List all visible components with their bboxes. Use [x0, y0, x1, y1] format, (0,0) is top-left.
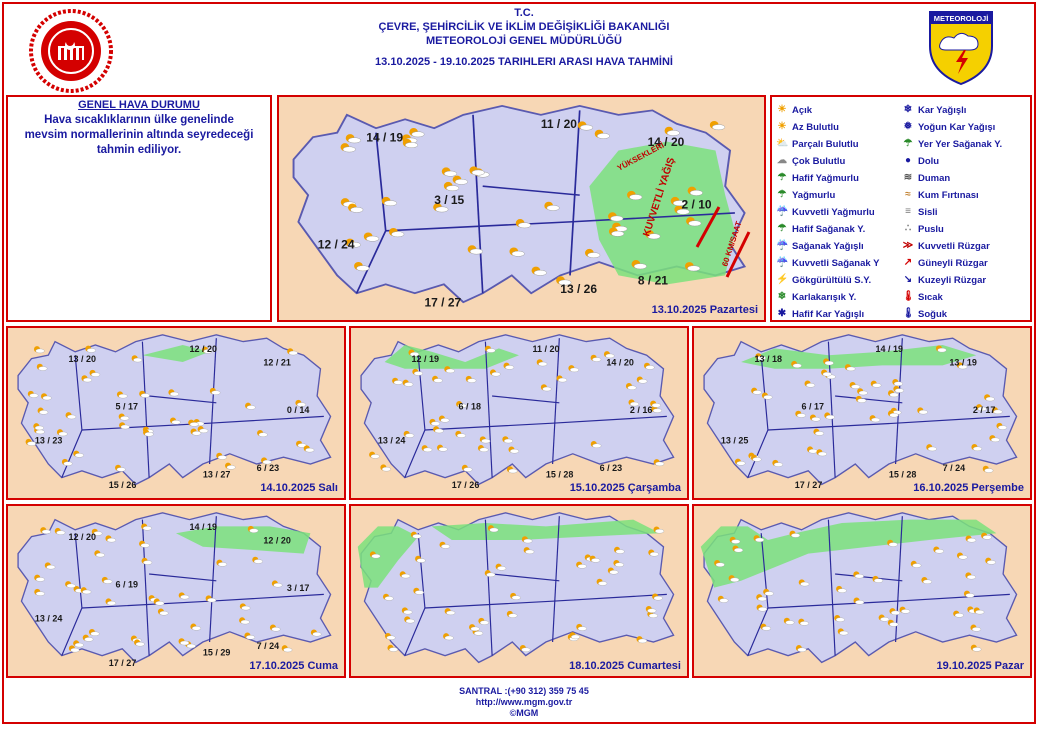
fog-icon: ≡ — [905, 206, 911, 217]
meteorology-logo-icon — [926, 6, 996, 86]
legend-label: Sıcak — [918, 291, 943, 303]
legend-item — [902, 103, 1028, 117]
mostly-sunny-icon: ☀ — [777, 121, 787, 132]
heavy-snow-icon: ❅ — [903, 121, 913, 132]
scattered-showers-icon: ☂ — [903, 138, 913, 149]
temperature-label: 14 / 19 — [875, 343, 903, 354]
map-monday — [277, 95, 766, 322]
legend-label: Yoğun Kar Yağışı — [918, 121, 996, 133]
map-labels — [8, 506, 344, 676]
heavy-rain-icon: ☔ — [776, 206, 789, 217]
temperature-label: 13 / 26 — [560, 282, 598, 297]
temperature-label: 6 / 17 — [801, 401, 825, 412]
general-weather-text: Hava sıcaklıklarının ülke genelinde mevsim normallerinin altında seyredeceği tahmin ediliyor. — [24, 114, 254, 156]
map-annotation: YÜKSEKLERİ — [615, 140, 666, 173]
map-wednesday — [349, 326, 689, 500]
temperature-label: 14 / 20 — [647, 135, 685, 150]
temperature-label: 2 / 16 — [629, 405, 653, 415]
temperature-label: 6 / 18 — [458, 401, 482, 412]
legend-item — [902, 222, 1028, 236]
map-tuesday — [6, 326, 346, 500]
temperature-label: 15 / 28 — [888, 469, 917, 480]
partly-cloudy-icon: ⛅ — [776, 138, 789, 149]
legend-item — [776, 222, 902, 236]
map-date-label: 16.10.2025 Perşembe — [913, 482, 1024, 494]
temperature-label: 15 / 29 — [202, 647, 231, 658]
legend-label: Güneyli Rüzgar — [918, 257, 988, 269]
temperature-label: 17 / 27 — [108, 657, 137, 668]
light-rain-icon: ☂ — [777, 172, 787, 183]
map-labels — [351, 328, 687, 498]
temperature-label: 6 / 19 — [115, 579, 139, 590]
legend-item — [902, 171, 1028, 185]
footer-copyright: ©MGM — [509, 708, 539, 718]
legend-label: Çok Bulutlu — [792, 155, 846, 167]
map-sunday — [692, 504, 1032, 678]
temperature-label: 14 / 19 — [366, 130, 404, 145]
map-labels — [694, 506, 1030, 676]
legend-label: Az Bulutlu — [792, 121, 839, 133]
page-header — [0, 6, 1048, 69]
sun-icon: ☀ — [777, 104, 787, 115]
temperature-label: 12 / 20 — [189, 343, 217, 354]
thunderstorm-icon: ⚡ — [776, 274, 789, 285]
legend-item — [776, 103, 902, 117]
general-weather-title: GENEL HAVA DURUMU — [78, 99, 200, 111]
temperature-label: 13 / 19 — [949, 357, 977, 368]
temperature-label: 15 / 26 — [108, 479, 137, 490]
legend-item — [776, 171, 902, 185]
legend-item — [776, 188, 902, 202]
temperature-label: 17 / 27 — [424, 295, 462, 310]
legend-label: Karlakarışık Y. — [792, 291, 857, 303]
temperature-label: 11 / 20 — [532, 343, 560, 354]
map-labels — [694, 328, 1030, 498]
legend-label: Kar Yağışlı — [918, 104, 967, 116]
legend-item — [902, 154, 1028, 168]
legend-label: Soğuk — [918, 308, 948, 320]
map-date-label: 17.10.2025 Cuma — [249, 660, 338, 672]
temperature-label: 13 / 25 — [720, 435, 749, 446]
header-directorate: METEOROLOJİ GENEL MÜDÜRLÜĞÜ — [426, 35, 622, 47]
hot-thermometer-icon: 🌡 — [902, 291, 915, 302]
footer-phone: SANTRAL :(+90 312) 359 75 45 — [459, 686, 589, 696]
temperature-label: 14 / 20 — [606, 357, 634, 368]
logo-text: METEOROLOJİ — [933, 14, 989, 23]
legend-item — [776, 120, 902, 134]
temperature-label: 12 / 20 — [263, 535, 291, 546]
legend-item — [902, 256, 1028, 270]
temperature-label: 12 / 21 — [263, 357, 291, 368]
legend-label: Dolu — [918, 155, 940, 167]
legend-label: Puslu — [918, 223, 944, 235]
map-saturday — [349, 504, 689, 678]
map-annotation: 60 KM/SAAT — [720, 220, 744, 268]
map-labels — [351, 506, 687, 676]
sandstorm-icon: ≈ — [905, 189, 911, 200]
temperature-label: 7 / 24 — [256, 640, 280, 651]
temperature-label: 11 / 20 — [540, 117, 577, 132]
temperature-label: 13 / 24 — [34, 613, 63, 624]
legend-item — [902, 188, 1028, 202]
legend-panel — [770, 95, 1032, 322]
legend-label: Açık — [792, 104, 813, 116]
hail-icon: ● — [904, 155, 912, 166]
temperature-label: 13 / 27 — [202, 469, 231, 480]
legend-label: Hafif Sağanak Y. — [792, 223, 866, 235]
legend-item — [902, 290, 1028, 304]
legend-label: Yağmurlu — [792, 189, 836, 201]
general-weather-panel — [6, 95, 272, 322]
legend-grid — [776, 103, 1026, 321]
south-wind-arrow-icon — [697, 207, 719, 247]
legend-label: Kuzeyli Rüzgar — [918, 274, 987, 286]
temperature-label: 8 / 21 — [637, 273, 668, 288]
temperature-label: 12 / 20 — [68, 532, 97, 542]
legend-label: Parçalı Bulutlu — [792, 138, 859, 150]
temperature-label: 14 / 19 — [189, 521, 217, 532]
forecast-date-range: 13.10.2025 - 19.10.2025 TARIHLERI ARASI HAVA TAHMİNİ — [375, 56, 673, 68]
legend-item — [776, 290, 902, 304]
legend-item — [776, 154, 902, 168]
legend-item — [776, 205, 902, 219]
light-shower-icon: ☂ — [777, 223, 787, 234]
map-date-label: 14.10.2025 Salı — [260, 482, 338, 494]
temperature-label: 5 / 17 — [115, 401, 139, 412]
temperature-label: 2 / 10 — [681, 197, 712, 212]
legend-label: Hafif Kar Yağışlı — [792, 308, 865, 320]
rain-icon: ☂ — [777, 189, 787, 200]
legend-label: Kuvvetli Yağmurlu — [792, 206, 875, 218]
north-wind-arrow-icon: ↘ — [903, 274, 913, 285]
sleet-icon: ❄ — [777, 291, 787, 302]
map-date-label: 15.10.2025 Çarşamba — [569, 482, 681, 494]
temperature-label: 0 / 14 — [286, 405, 310, 415]
map-date-label: 19.10.2025 Pazar — [936, 660, 1024, 672]
map-date-label: 18.10.2025 Cumartesi — [569, 660, 681, 672]
temperature-label: 13 / 18 — [754, 354, 783, 364]
map-labels — [279, 97, 764, 320]
temperature-label: 3 / 17 — [286, 583, 310, 593]
heavy-shower-icon: ☔ — [776, 257, 789, 268]
legend-label: Kuvvetli Sağanak Y — [792, 257, 880, 269]
footer-url[interactable]: http://www.mgm.gov.tr — [475, 697, 573, 707]
map-friday — [6, 504, 346, 678]
temperature-label: 6 / 23 — [256, 462, 280, 473]
legend-label: Duman — [918, 172, 951, 184]
legend-item — [776, 137, 902, 151]
map-date-label: 13.10.2025 Pazartesi — [651, 304, 758, 316]
light-snow-icon: ✱ — [777, 308, 787, 319]
legend-item — [902, 205, 1028, 219]
legend-label: Kum Fırtınası — [918, 189, 979, 201]
map-thursday — [692, 326, 1032, 500]
legend-item — [776, 256, 902, 270]
strong-wind-icon: ≫ — [902, 240, 914, 251]
south-wind-arrow-icon: ↗ — [903, 257, 913, 268]
smoke-icon: ≋ — [903, 172, 913, 183]
haze-icon: ∴ — [904, 223, 912, 234]
temperature-label: 13 / 24 — [377, 435, 406, 446]
legend-item — [902, 137, 1028, 151]
legend-item — [902, 307, 1028, 321]
legend-item — [902, 239, 1028, 253]
temperature-label: 13 / 23 — [34, 435, 63, 446]
map-annotation: KUVVETLİ YAĞIŞ — [641, 156, 678, 238]
legend-label: Hafif Yağmurlu — [792, 172, 859, 184]
legend-item — [902, 273, 1028, 287]
temperature-label: 6 / 23 — [599, 462, 623, 473]
page-footer — [0, 686, 1048, 719]
legend-item — [902, 120, 1028, 134]
legend-label: Gökgürültülü S.Y. — [792, 274, 872, 286]
map-labels — [8, 328, 344, 498]
legend-label: Sağanak Yağışlı — [792, 240, 864, 252]
temperature-label: 12 / 24 — [317, 237, 355, 252]
snow-cloud-icon: ❄ — [903, 104, 913, 115]
temperature-label: 7 / 24 — [942, 462, 966, 473]
temperature-label: 17 / 27 — [794, 479, 823, 490]
temperature-label: 3 / 15 — [434, 193, 465, 208]
cloudy-icon: ☁ — [777, 155, 787, 166]
legend-item — [776, 307, 902, 321]
shower-icon: ☔ — [776, 240, 789, 251]
cold-thermometer-icon: 🌡 — [902, 308, 915, 319]
temperature-label: 13 / 20 — [68, 354, 97, 364]
legend-label: Sisli — [918, 206, 938, 218]
header-ministry: ÇEVRE, ŞEHİRCİLİK VE İKLİM DEĞİŞİKLİĞİ BAKANLIĞI — [378, 21, 670, 33]
header-tc: T.C. — [514, 7, 534, 19]
temperature-label: 17 / 26 — [451, 479, 480, 490]
legend-item — [776, 273, 902, 287]
legend-label: Yer Yer Sağanak Y. — [918, 138, 1003, 150]
legend-label: Kuvvetli Rüzgar — [918, 240, 990, 252]
temperature-label: 2 / 17 — [972, 405, 996, 415]
temperature-label: 12 / 19 — [411, 354, 440, 364]
temperature-label: 15 / 28 — [545, 469, 574, 480]
legend-item — [776, 239, 902, 253]
